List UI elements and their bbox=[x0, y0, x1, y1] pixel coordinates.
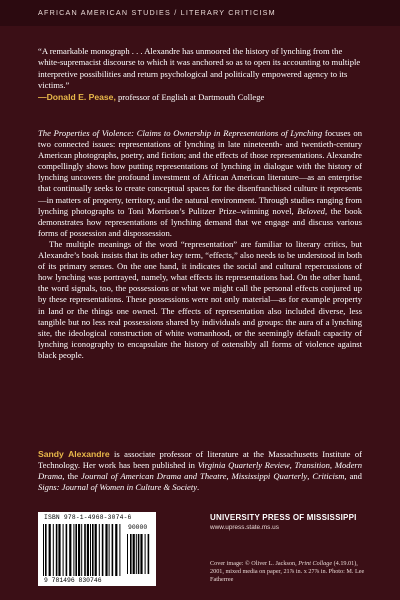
barcode-bar bbox=[92, 524, 94, 576]
barcode-bars-icon bbox=[42, 524, 122, 576]
barcode-bar bbox=[105, 524, 107, 576]
barcode-bar bbox=[45, 524, 47, 576]
barcode-bar bbox=[63, 524, 64, 576]
journal-title: Mississippi Quarterly bbox=[231, 471, 308, 482]
isbn-label: ISBN 978-1-4968-3074-6 bbox=[44, 514, 132, 521]
barcode-bar bbox=[133, 534, 135, 574]
journal-title: Criticism bbox=[312, 471, 345, 482]
journal-title: Modern Drama bbox=[38, 460, 363, 482]
praise-quote: “A remarkable monograph . . . Alexandre has unmoored the history of lynching from the white-supremacist discourse to which it was anchored so as to open its accounting to multiple interpretive possibilities and return psychological and politically empowered agency to its victims.” bbox=[38, 46, 361, 90]
description bbox=[38, 128, 362, 361]
barcode-bar bbox=[56, 524, 58, 576]
barcode-bar bbox=[81, 524, 82, 576]
barcode-bar bbox=[127, 534, 128, 574]
journal-title: Virginia Quarterly Review bbox=[197, 460, 290, 471]
barcode bbox=[38, 512, 156, 586]
barcode-bar bbox=[53, 524, 54, 576]
novel-title: Beloved bbox=[297, 205, 325, 216]
author-bio bbox=[38, 449, 362, 493]
barcode-bar bbox=[43, 524, 44, 576]
barcode-bar bbox=[112, 524, 114, 576]
price-code: 90000 bbox=[128, 524, 148, 531]
barcode-bar bbox=[49, 524, 51, 576]
journal-title: Transition bbox=[294, 460, 330, 471]
barcode-bar bbox=[75, 524, 77, 576]
barcode-bar bbox=[145, 534, 146, 574]
description-text-end: , the book demonstrates how representations of lynching demand that we engage and discuss various forms of possession and dispossession. bbox=[38, 205, 362, 238]
barcode-bar bbox=[66, 524, 68, 576]
description-paragraph-1 bbox=[38, 128, 362, 239]
category-band bbox=[0, 0, 400, 26]
barcode-bar bbox=[138, 534, 140, 574]
barcode-bar bbox=[99, 524, 100, 576]
barcode-bar bbox=[130, 534, 132, 574]
barcode-bar bbox=[69, 524, 71, 576]
bio-text: is associate professor of literature at the Massachusetts Institute of Technology. Her work has been published in bbox=[38, 449, 362, 471]
barcode-bar bbox=[109, 524, 110, 576]
bio-text: , and bbox=[344, 471, 362, 482]
barcode-bar bbox=[140, 534, 142, 574]
bio-text: , the bbox=[62, 471, 82, 482]
barcode-bar bbox=[73, 524, 74, 576]
category-label: AFRICAN AMERICAN STUDIES / LITERARY CRITICISM bbox=[38, 8, 276, 17]
barcode-bar bbox=[95, 524, 97, 576]
price-barcode-icon bbox=[126, 534, 152, 574]
praise-author: —Donald E. Pease, bbox=[38, 92, 116, 103]
author-name: Sandy Alexandre bbox=[38, 449, 110, 459]
description-paragraph-2: The multiple meanings of the word “representation” are familiar to literary critics, but Alexandre’s book insists that its other key term, “effects,” also needs to be understood in both of its primary senses. On the one hand, it indicates the social and cultural repercussions of how lynching was portrayed, namely, what effects its representations had. On the other hand, the word signals, too, the possessions or what we might call the personal effects conjured up by these representations. These possessions were not only material—as for example property in land or the things one owned. The effects of representation also included diverse, less tangible but no less real possessions shared by individuals and groups: the aura of a lynching site, the ideological construction of white womanhood, or the seemingly default capacity of lynching iconography to encapsulate the history of ostensibly all forms of violence against black people. bbox=[38, 238, 362, 360]
cover-credit bbox=[210, 560, 370, 584]
barcode-bar bbox=[136, 534, 137, 574]
barcode-bar bbox=[148, 534, 150, 574]
bio-sep: , bbox=[226, 471, 232, 482]
bio-sep: , bbox=[289, 460, 295, 471]
publisher-name: UNIVERSITY PRESS OF MISSISSIPPI bbox=[210, 513, 357, 522]
publisher-url[interactable]: www.upress.state.ms.us bbox=[210, 524, 279, 531]
book-title: The Properties of Violence: Claims to Ownership in Representations of Lynching bbox=[38, 128, 323, 138]
barcode-bar bbox=[115, 524, 117, 576]
praise-attribution bbox=[38, 92, 362, 103]
barcode-digits: 9 781496 830746 bbox=[44, 577, 102, 584]
barcode-bar bbox=[84, 524, 86, 576]
artwork-title: Print Collage bbox=[298, 560, 333, 567]
credit-text: (4.19.01), 2001, mixed media on paper, 21⅞ in. x 27⅞ in. Photo: M. Lee Fatherree bbox=[210, 560, 365, 583]
bio-text: . bbox=[197, 482, 200, 493]
barcode-bar bbox=[102, 524, 104, 576]
praise-block bbox=[38, 46, 362, 103]
barcode-bar bbox=[78, 524, 80, 576]
description-text: focuses on two connected issues: representations of lynching in late nineteenth- and twentieth-century American photographs, poetry, and fiction; and the effects of those representations. Alexandre compellingly shows how putting representations of lynching in dialogue with the history of lynching uncovers the profound investment of African American literature—as an enterprise that continually seeks to create conceptual spaces for the disenfranchised culture it represents—in matters of property, territory, and the natural environment. Through studies ranging from lynching photographs to Toni Morrison’s Pulitzer Prize–winning novel, bbox=[38, 128, 362, 216]
barcode-bar bbox=[90, 524, 91, 576]
credit-text: Cover image: © Oliver L. Jackson, bbox=[210, 560, 299, 567]
journal-title: Signs: Journal of Women in Culture & Society bbox=[38, 482, 198, 493]
barcode-bar bbox=[87, 524, 89, 576]
journal-title: Journal of American Drama and Theatre bbox=[81, 471, 227, 482]
barcode-bar bbox=[58, 524, 60, 576]
bio-sep: , bbox=[307, 471, 313, 482]
bio-sep: , bbox=[329, 460, 335, 471]
barcode-bar bbox=[119, 524, 120, 576]
praise-author-title: professor of English at Dartmouth College bbox=[115, 92, 265, 103]
